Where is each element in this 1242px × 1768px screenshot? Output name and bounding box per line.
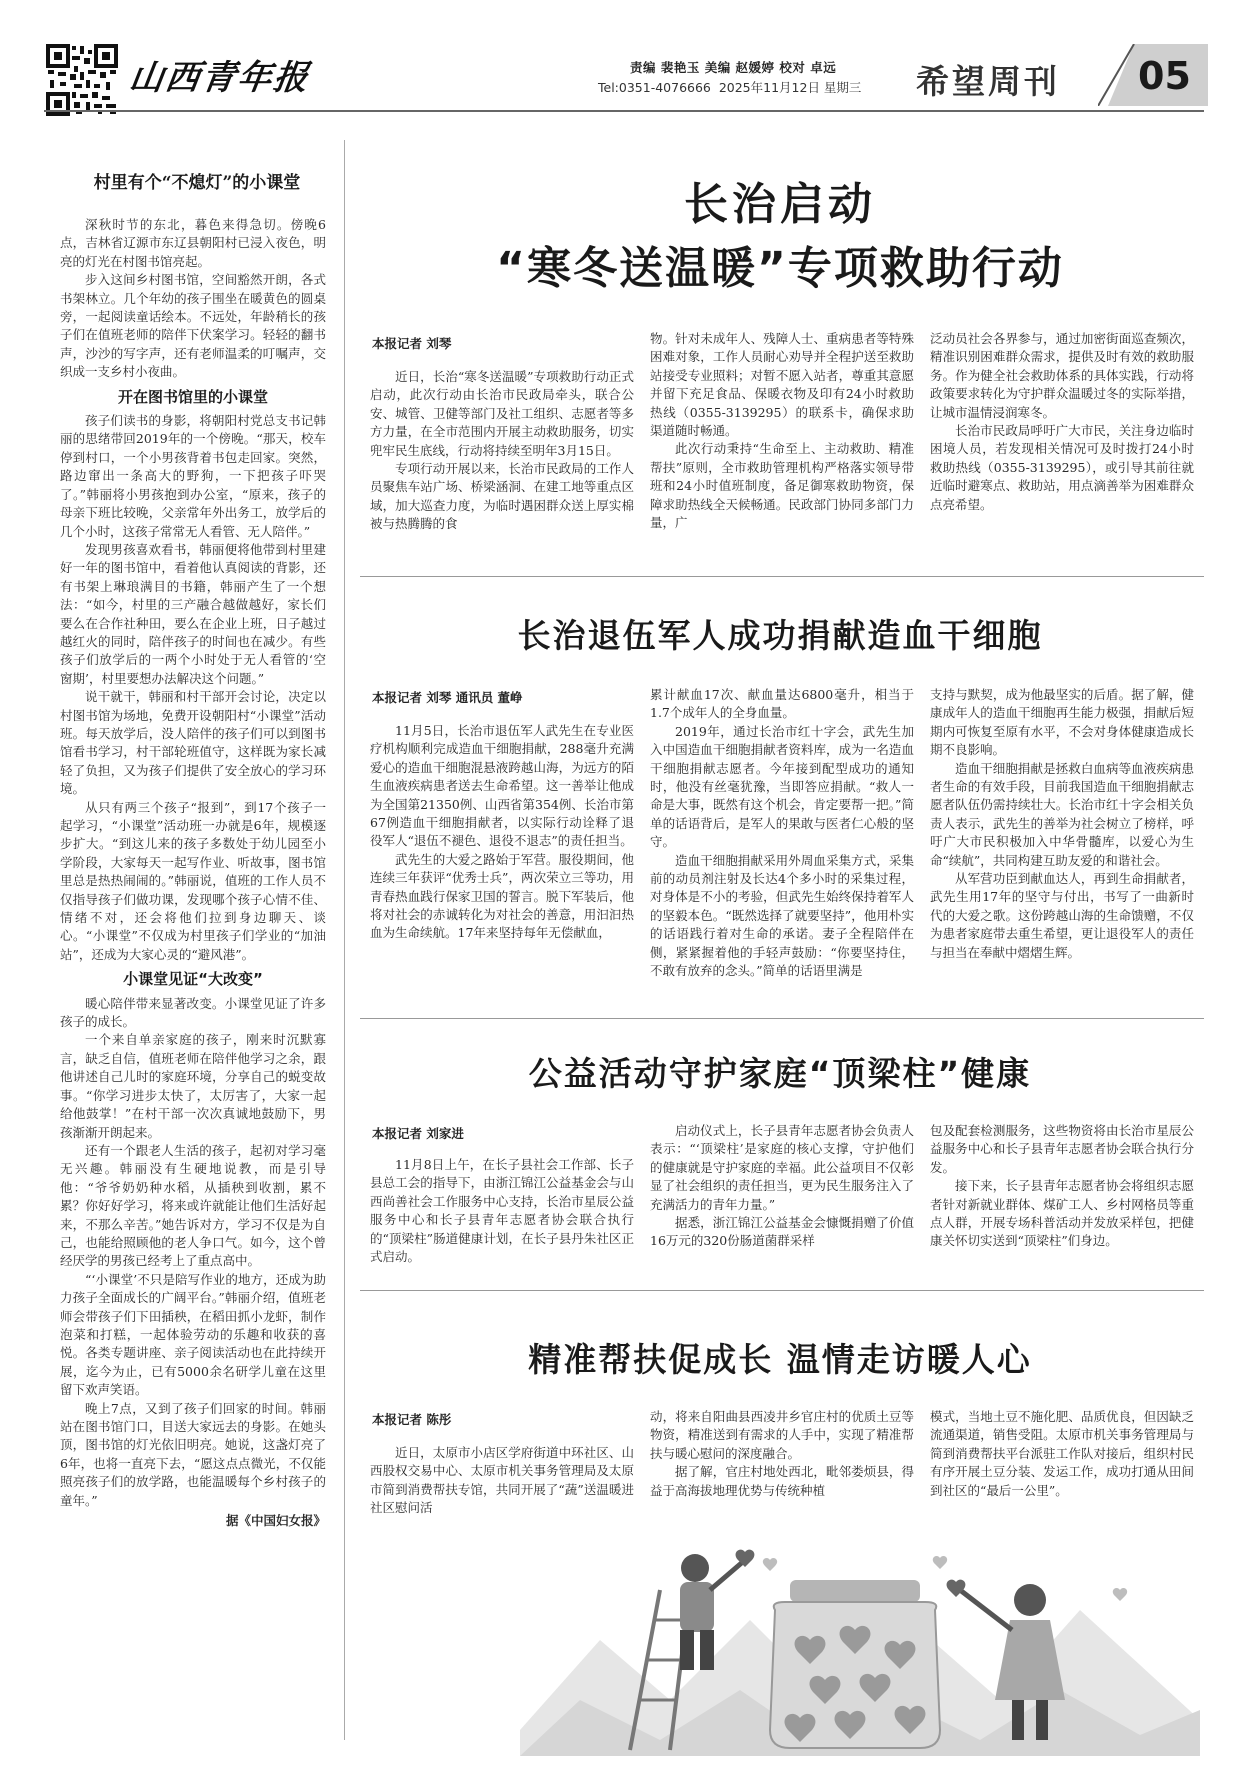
paragraph: 专项行动开展以来，长治市民政局的工作人员聚焦车站广场、桥梁涵洞、在建工地等重点区域，加大巡查力度，为临时遇困群众送上厚实棉被与热腾腾的食 — [370, 461, 634, 532]
paragraph: 动，将来自阳曲县西凌井乡官庄村的优质土豆等物资，精准送到有需求的人手中，实现了精准帮扶与暖心慰问的深度融合。 — [650, 1409, 914, 1461]
section-divider — [360, 1290, 1204, 1291]
paragraph: 物。针对未成年人、残障人士、重病患者等特殊困难对象，工作人员耐心劝导并全程护送至救助站接受专业照料；对暂不愿入站者，尊重其意愿并留下充足食品、保暖衣物及印有24小时救助热线（0355-3139295）的联系卡，确保求助渠道随时畅通。 — [650, 331, 914, 439]
paragraph: 据了解，官庄村地处西北，毗邻娄烦县，得益于高海拔地理优势与传统种植 — [650, 1464, 914, 1498]
article3-col3 — [930, 1122, 1194, 1251]
article4-byline: 本报记者 陈彤 — [372, 1412, 452, 1427]
left-article-title: 村里有个“不熄灯”的小课堂 — [93, 173, 301, 193]
paragraph: 从只有两三个孩子“报到”，到17个孩子一起学习，“小课堂”活动班一办就是6年，规模逐步扩大。“到这儿来的孩子多数处于幼儿园至小学阶段，大家每天一起写作业、听故事，图书馆里总是热热闹闹的。”韩丽说，值班的工作人员不仅指导孩子们做功课，发现哪个孩子心情不佳、情绪不对，还会将他们拉到身边聊天、谈心。“小课堂”不仅成为村里孩子们学业的“加油站”，还成为大家心灵的“避风港”。 — [60, 799, 326, 962]
paragraph: 据悉，浙江锦江公益基金会慷慨捐赠了价值16万元的320份肠道菌群采样 — [650, 1215, 914, 1249]
paragraph: 启动仪式上，长子县青年志愿者协会负责人表示：“‘顶梁柱’是家庭的核心支撑，守护他们的健康就是守护家庭的幸福。此公益项目不仅彰显了社会组织的责任担当，更为民生服务注入了充满活力的青年力量。” — [650, 1123, 914, 1212]
article3-headline: 公益活动守护家庭“顶梁柱”健康 — [528, 1054, 1032, 1093]
paragraph: 晚上7点，又到了孩子们回家的时间。韩丽站在图书馆门口，目送大家远去的身影。在她头顶，图书馆的灯光依旧明亮。她说，这盏灯亮了6年，也将一直亮下去，“愿这点点微光，不仅能照亮孩子们的放学路，也能温暖每个乡村孩子的童年。” — [60, 1400, 326, 1508]
left-subhead-1: 开在图书馆里的小课堂 — [117, 387, 268, 406]
section-title: 希望周刊 — [916, 62, 1060, 101]
masthead-logo: 山西青年报 — [126, 58, 313, 98]
article4-col1 — [370, 1444, 634, 1518]
paragraph: 一个来自单亲家庭的孩子，刚来时沉默寡言，缺乏自信，值班老师在陪伴他学习之余，跟他讲述自己儿时的家庭环境，分享自己的蜕变故事。“你学习进步太快了，太厉害了，大家一起给他鼓掌！”在村干部一次次真诚地鼓励下，男孩渐渐开朗起来。 — [60, 1032, 326, 1140]
paragraph: 泛动员社会各界参与，通过加密街面巡查频次，精准识别困难群众需求，提供及时有效的救助服务。作为健全社会救助体系的具体实践，行动将政策要求转化为守护群众温暖过冬的实际举措，让城市温情浸润寒冬。 — [930, 331, 1194, 420]
paragraph: 发现男孩喜欢看书，韩丽便将他带到村里建好一年的图书馆中，看着他认真阅读的背影，还有书架上琳琅满目的书籍，韩丽产生了一个想法：“如今，村里的三产融合越做越好，家长们要么在合作社种田，要么在企业上班，日子越过越红火的同时，陪伴孩子的时间也在减少。有些孩子们放学后的一两个小时处于无人看管的‘空窗期’，村里要想办法解决这个问题。” — [60, 541, 326, 686]
paragraph: 此次行动秉持“生命至上、主动救助、精准帮扶”原则，全市救助管理机构严格落实领导带班和24小时值班制度，备足御寒救助物资，保障求助热线全天候畅通。民政部门协同多部门力量，广 — [650, 441, 914, 531]
paragraph: 累计献血17次、献血量达6800毫升，相当于1.7个成年人的全身血量。 — [650, 687, 914, 721]
tel-date-line: Tel:0351-4076666 2025年11月12日 星期三 — [598, 80, 862, 95]
charity-illustration — [520, 1530, 1200, 1756]
article1-col3 — [930, 330, 1194, 514]
article2-headline: 长治退伍军人成功捐献造血干细胞 — [517, 616, 1043, 655]
paragraph: 模式，当地土豆不施化肥、品质优良，但因缺乏流通渠道，销售受阻。太原市机关事务管理局与简到消费帮扶平台派驻工作队对接后，组织村民有序开展土豆分装、发运工作，成功打通从田间到社区的“最后一公里”。 — [930, 1409, 1194, 1498]
article1-headline-line2: “寒冬送温暖”专项救助行动 — [496, 243, 1064, 294]
article2-byline: 本报记者 刘琴 通讯员 董峥 — [372, 690, 523, 705]
paragraph: 武先生的大爱之路始于军营。服役期间，他连续三年获评“优秀士兵”，两次荣立三等功，用青春热血践行保家卫国的誓言。脱下军装后，他将对社会的赤诚转化为对社会的善意，用汩汩热血为生命续航。17年来坚持每年无偿献血， — [370, 851, 634, 941]
paragraph: 造血干细胞捐献是拯救白血病等血液疾病患者生命的有效手段，目前我国造血干细胞捐献志愿者队伍仍需持续壮大。长治市红十字会相关负责人表示，武先生的善举为社会树立了榜样，呼吁广大市民积极加入中华骨髓库，以爱心为生命“续航”，共同构建互助友爱的和谐社会。 — [930, 760, 1194, 868]
article3-col1 — [370, 1156, 634, 1266]
paragraph: “‘小课堂’不只是陪写作业的地方，还成为助力孩子全面成长的广阔平台。”韩丽介绍，值班老师会带孩子们下田插秧，在稻田抓小龙虾，制作泡菜和打糕，一起体验劳动的乐趣和收获的喜悦。各类专题讲座、亲子阅读活动也在此持续开展，迄今为止，已有5000余名研学儿童在这里留下欢声笑语。 — [60, 1271, 326, 1398]
article4-headline: 精准帮扶促成长 温情走访暖人心 — [528, 1340, 1032, 1379]
article2-col2 — [650, 686, 914, 981]
article3-byline: 本报记者 刘家进 — [372, 1126, 464, 1141]
column-divider — [344, 140, 345, 1740]
paragraph: 造血干细胞捐献采用外周血采集方式，采集前的动员剂注射及长达4个多小时的采集过程，对身体是不小的考验，但武先生始终保持着军人的坚毅本色。“既然选择了就要坚持”，他用朴实的话语践行着对生命的承诺。妻子全程陪伴在侧，紧紧握着他的手轻声鼓励：“你要坚持住，不敢有放弃的念头。”简单的话语里满是 — [650, 852, 914, 979]
left-subhead-2: 小课堂见证“大改变” — [123, 970, 263, 989]
left-article-body — [60, 216, 326, 1530]
paragraph: 2019年，通过长治市红十字会，武先生加入中国造血干细胞捐献者资料库，成为一名造血干细胞捐献志愿者。今年接到配型成功的通知时，他没有丝毫犹豫，当即答应捐献。“救人一命是大事，既然有这个机会，肯定要帮一把。”简单的话语背后，是军人的果敢与医者仁心般的坚守。 — [650, 723, 914, 850]
paragraph: 从军营功臣到献血达人，再到生命捐献者，武先生用17年的坚守与付出，书写了一曲新时代的大爱之歌。这份跨越山海的生命馈赠，不仅为患者家庭带去重生希望，更让退役军人的责任与担当在奉献中熠熠生辉。 — [930, 871, 1194, 960]
paragraph: 包及配套检测服务，这些物资将由长治市星辰公益服务中心和长子县青年志愿者协会联合执行分发。 — [930, 1123, 1194, 1175]
paragraph: 近日，长治“寒冬送温暖”专项救助行动正式启动，此次行动由长治市民政局牵头，联合公安、城管、卫健等部门及社工组织、志愿者等多方力量，在全市范围内开展主动救助服务，切实兜牢民生底线，行动将持续至明年3月15日。 — [370, 369, 634, 458]
article2-col1 — [370, 722, 634, 943]
article4-col2 — [650, 1408, 914, 1500]
paragraph: 长治市民政局呼吁广大市民，关注身边临时困境人员，若发现相关情况可及时拨打24小时救助热线（0355-3139295），或引导其前往就近临时避寒点、救助站，用点滴善举为困难群众点亮希望。 — [930, 423, 1194, 512]
page-number: 05 — [1138, 54, 1191, 98]
article1-col1 — [370, 368, 634, 534]
paragraph: 还有一个跟老人生活的孩子，起初对学习毫无兴趣。韩丽没有生硬地说教，而是引导他：“爷爷奶奶种水稻，从插秧到收割，累不累？你好好学习，将来或许就能让他们生活好起来，不那么辛苦。”她告诉对方，学习不仅是为自己，也能给照顾他的老人争口气。如今，这个曾经厌学的男孩已经考上了重点高中。 — [60, 1142, 326, 1269]
section-divider — [360, 1018, 1204, 1019]
paragraph: 11月5日，长治市退伍军人武先生在专业医疗机构顺利完成造血干细胞捐献，288毫升充满爱心的造血干细胞混悬液跨越山海，为远方的陌生血液疾病患者送去生命希望。这一善举让他成为全国第21350例、山西省第354例、长治市第67例造血干细胞捐献者，以实际行动诠释了退役军人“退伍不褪色、退役不退志”的责任担当。 — [370, 723, 634, 849]
paragraph: 11月8日上午，在长子县社会工作部、长子县总工会的指导下，由浙江锦江公益基金会与山西尚善社会工作服务中心支持，长治市星辰公益服务中心和长子县青年志愿者协会联合执行的“顶梁柱”肠道健康计划，在长子县丹朱社区正式启动。 — [370, 1157, 634, 1265]
paragraph: 近日，太原市小店区学府街道中环社区、山西股权交易中心、太原市机关事务管理局及太原市简到消费帮扶专馆，共同开展了“蔬”送温暖进社区慰问活 — [370, 1445, 634, 1516]
article1-byline: 本报记者 刘琴 — [372, 336, 452, 351]
source-credit: 据《中国妇女报》 — [225, 1513, 326, 1529]
article3-col2 — [650, 1122, 914, 1251]
paragraph: 孩子们读书的身影，将朝阳村党总支书记韩丽的思绪带回2019年的一个傍晚。“那天，校车停到村口，一个小男孩背着书包走回家。突然，路边窜出一条高大的野狗，一下把孩子吓哭了。”韩丽将小男孩抱到办公室，“原来，孩子的母亲下班比较晚，父亲常年外出务工，放学后的几个小时，这孩子常常无人看管、无人陪伴。” — [60, 413, 326, 539]
paragraph: 步入这间乡村图书馆，空间豁然开朗，各式书架林立。几个年幼的孩子围坐在暖黄色的圆桌旁，一起阅读童话绘本。不远处，年龄稍长的孩子们在值班老师的陪伴下伏案学习。轻轻的翻书声，沙沙的写字声，还有老师温柔的叮嘱声，交织成一支乡村小夜曲。 — [60, 272, 326, 380]
qr-code — [46, 44, 118, 116]
paragraph: 说干就干，韩丽和村干部开会讨论，决定以村图书馆为场地，免费开设朝阳村“小课堂”活动班。每天放学后，没人陪伴的孩子们可以到图书馆看书学习，村干部轮班值守，这样既为家长减轻了负担，又为孩子们提供了安全放心的学习环境。 — [60, 689, 326, 797]
article2-col3 — [930, 686, 1194, 962]
article1-col2 — [650, 330, 914, 532]
paragraph: 接下来，长子县青年志愿者协会将组织志愿者针对新就业群体、煤矿工人、乡村网格员等重点人群，开展专场科普活动并发放采样包，把健康关怀切实送到“顶梁柱”们身边。 — [930, 1178, 1194, 1249]
header-rule — [44, 110, 1204, 112]
section-divider — [360, 576, 1204, 577]
credits-line: 责编 裴艳玉 美编 赵媛婷 校对 卓远 — [630, 60, 837, 75]
paragraph: 支持与默契，成为他最坚实的后盾。据了解，健康成年人的造血干细胞再生能力极强，捐献后短期内可恢复至原有水平，不会对身体健康造成长期不良影响。 — [930, 687, 1194, 758]
article4-col3 — [930, 1408, 1194, 1500]
paragraph: 暖心陪伴带来显著改变。小课堂见证了许多孩子的成长。 — [60, 995, 326, 1030]
paragraph: 深秋时节的东北，暮色来得急切。傍晚6点，吉林省辽源市东辽县朝阳村已浸入夜色，明亮的灯光在村图书馆亮起。 — [60, 217, 326, 269]
article1-headline-line1: 长治启动 — [684, 179, 876, 230]
